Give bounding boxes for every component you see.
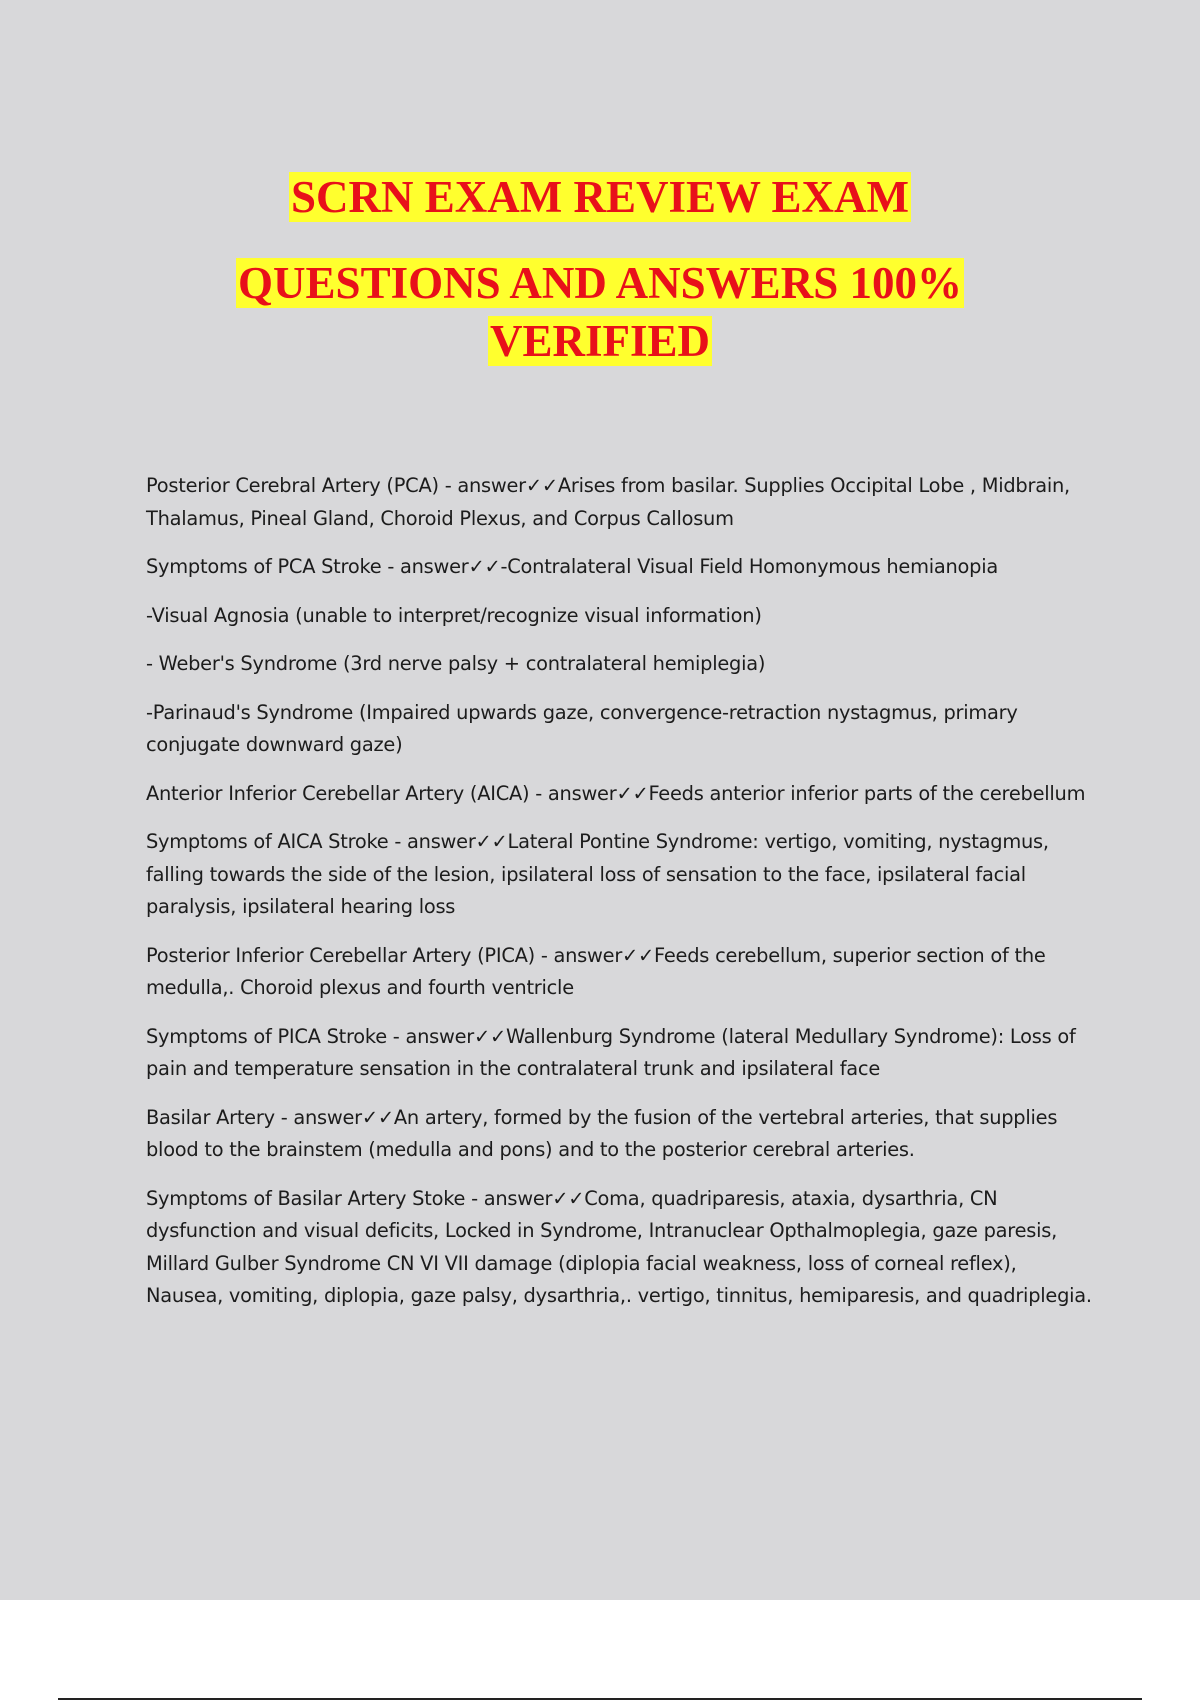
qa-paragraph: Posterior Cerebral Artery (PCA) - answer✓✓Arises from basilar. Supplies Occipital Lobe , Midbrain, Thalamus, Pineal Gland, Choroid Plexus, and Corpus Callosum [146,474,1070,530]
title-line-1: SCRN EXAM REVIEW EXAM [291,172,909,222]
qa-paragraph: -Visual Agnosia (unable to interpret/recognize visual information) [146,603,762,627]
qa-paragraph: Basilar Artery - answer✓✓An artery, formed by the fusion of the vertebral arteries, that supplies blood to the brainstem (medulla and pons) and to the posterior cerebral arteries. [146,1105,1058,1161]
qa-paragraph: Symptoms of PCA Stroke - answer✓✓-Contralateral Visual Field Homonymous hemianopia [146,555,998,578]
title-line-2: QUESTIONS AND ANSWERS 100% [238,258,962,308]
qa-paragraph: Symptoms of AICA Stroke - answer✓✓Lateral Pontine Syndrome: vertigo, vomiting, nystagmus, falling towards the side of the lesion, ipsilateral loss of sensation to the face, ipsilateral facial paralysis, ipsilateral hearing loss [146,830,1049,918]
qa-paragraph: - Weber's Syndrome (3rd nerve palsy + contralateral hemiplegia) [146,652,766,675]
title-line-3: VERIFIED [489,316,711,366]
qa-paragraph: Symptoms of Basilar Artery Stoke - answer✓✓Coma, quadriparesis, ataxia, dysarthria, CN dysfunction and visual deficits, Locked in Syndrome, Intranuclear Opthalmoplegia, gaze paresis, Millard Gulber Syndrome CN VI VII damage (diplopia facial weakness, loss of corneal reflex), Nausea, vomiting, diplopia, gaze palsy, dysarthria,. vertigo, tinnitus, hemiparesis, and quadriplegia. [146,1186,1092,1307]
qa-paragraph: -Parinaud's Syndrome (Impaired upwards gaze, convergence-retraction nystagmus, primary conjugate downward gaze) [146,700,1018,756]
question-answer-list [146,470,1096,1329]
qa-paragraph: Anterior Inferior Cerebellar Artery (AICA) - answer✓✓Feeds anterior inferior parts of the cerebellum [146,781,1086,805]
qa-paragraph: Symptoms of PICA Stroke - answer✓✓Wallenburg Syndrome (lateral Medullary Syndrome): Loss of pain and temperature sensation in the contralateral trunk and ipsilateral face [146,1024,1076,1080]
document-title [0,168,1200,370]
qa-paragraph: Posterior Inferior Cerebellar Artery (PICA) - answer✓✓Feeds cerebellum, superior section of the medulla,. Choroid plexus and fourth ventricle [146,943,1046,999]
